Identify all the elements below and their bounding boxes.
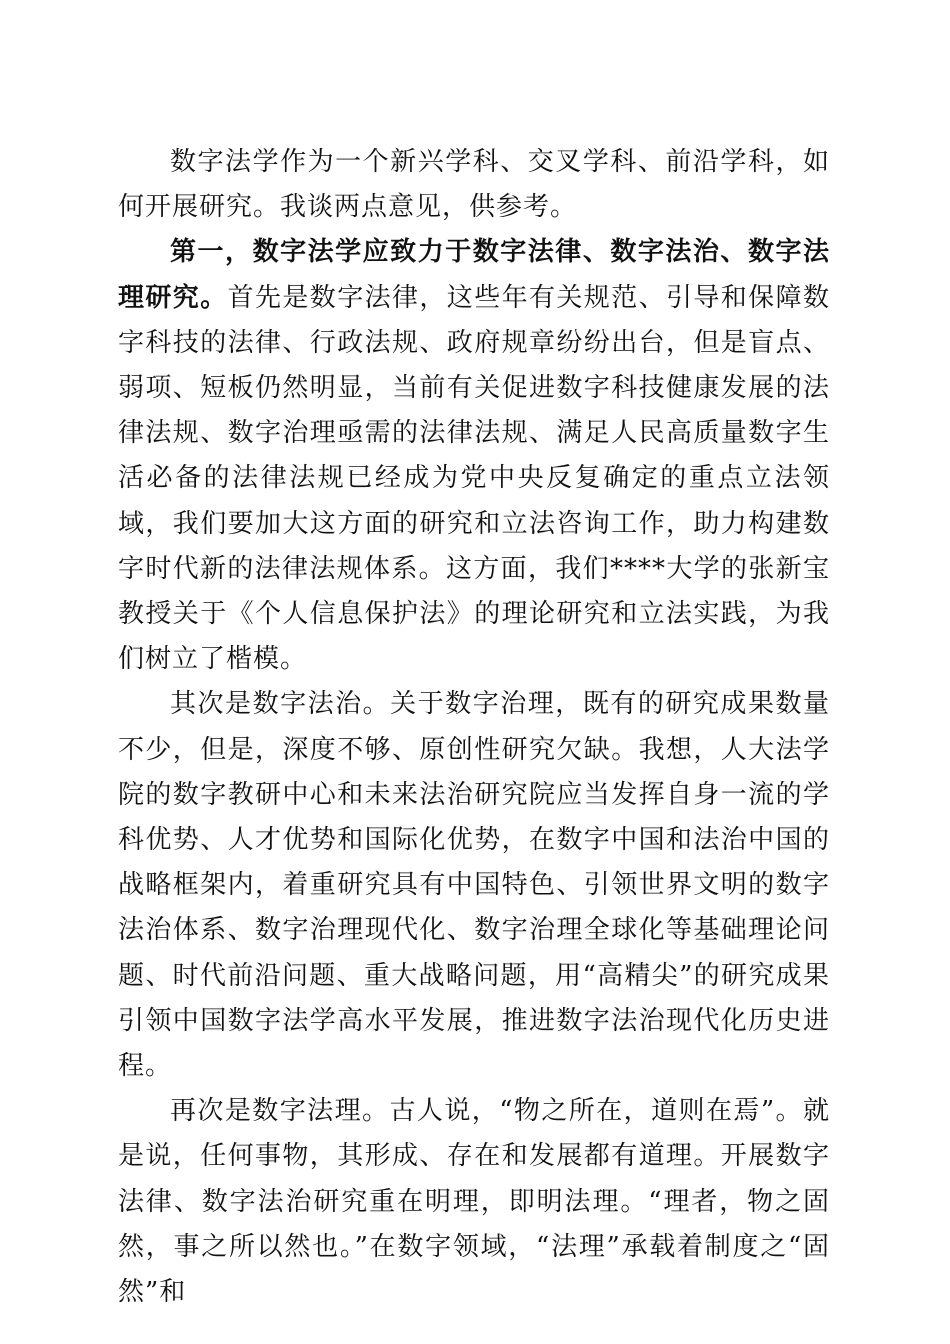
paragraph-digital-rule-of-law (118, 682, 830, 1089)
document-page (118, 140, 830, 1315)
paragraph-text: 其次是数字法治。关于数字治理，既有的研究成果数量不少，但是，深度不够、原创性研究欠缺。我想，人大法学院的数字教研中心和未来法治研究院应当发挥自身一流的学科优势、人才优势和国际化优势，在数字中国和法治中国的战略框架内，着重研究具有中国特色、引领世界文明的数字法治体系、数字治理现代化、数字治理全球化等基础理论问题、时代前沿问题、重大战略问题，用“高精尖”的研究成果引领中国数字法学高水平发展，推进数字法治现代化历史进程。 (118, 689, 830, 1082)
paragraph-intro (118, 140, 830, 230)
paragraph-text: 再次是数字法理。古人说，“物之所在，道则在焉”。就是说，任何事物，其形成、存在和发展都有道理。开展数字法律、数字法治研究重在明理，即明法理。“理者，物之固然，事之所以然也。”在数字领域，“法理”承载着制度之“固然”和 (118, 1096, 830, 1308)
paragraph-text: 数字法学作为一个新兴学科、交叉学科、前沿学科，如何开展研究。我谈两点意见，供参考。 (118, 147, 830, 223)
paragraph-digital-jurisprudence (118, 1089, 830, 1315)
paragraph-lead: 第一，数字法学应致力于数字法律、数字法治、数字法理研究。 (118, 237, 830, 313)
paragraph-first-point (118, 230, 830, 682)
paragraph-text: 首先是数字法律，这些年有关规范、引导和保障数字科技的法律、行政法规、政府规章纷纷出台，但是盲点、弱项、短板仍然明显，当前有关促进数字科技健康发展的法律法规、数字治理亟需的法律法规、满足人民高质量数字生活必备的法律法规已经成为党中央反复确定的重点立法领域，我们要加大这方面的研究和立法咨询工作，助力构建数字时代新的法律法规体系。这方面，我们****大学的张新宝教授关于《个人信息保护法》的理论研究和立法实践，为我们树立了楷模。 (118, 282, 830, 675)
